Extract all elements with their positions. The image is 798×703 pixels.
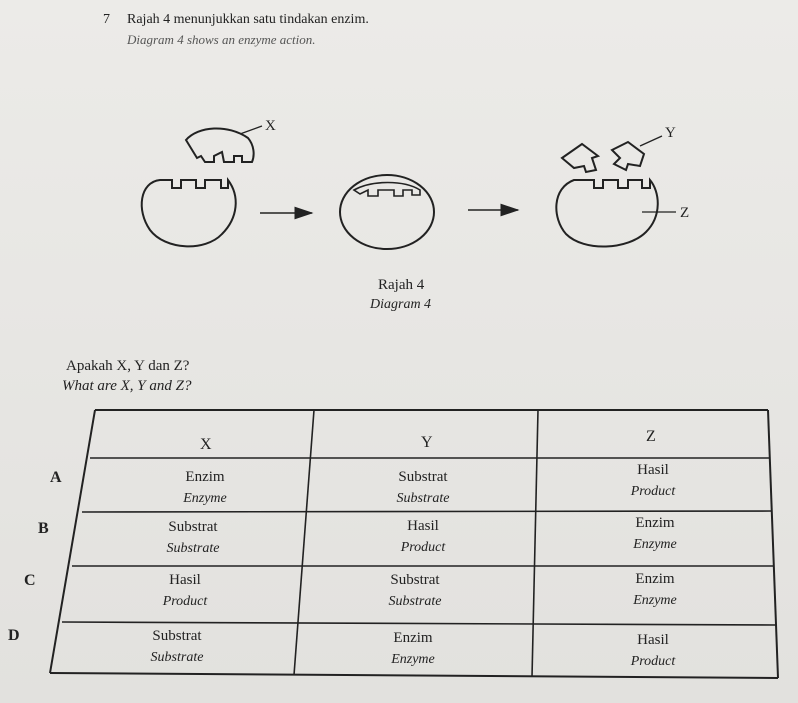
row-b-y-en: Product bbox=[400, 540, 446, 555]
question-number: 7 bbox=[103, 12, 110, 27]
row-c-x-en: Product bbox=[162, 594, 208, 609]
label-y: Y bbox=[665, 125, 676, 141]
option-letter-c[interactable]: C bbox=[24, 572, 36, 589]
row-a-z-en: Product bbox=[630, 484, 676, 499]
row-b-x-ms: Substrat bbox=[168, 519, 218, 535]
row-d-y bbox=[358, 628, 468, 670]
row-b-y-ms: Hasil bbox=[407, 518, 439, 534]
row-c-z bbox=[600, 569, 710, 611]
prompt-english: What are X, Y and Z? bbox=[62, 378, 192, 394]
row-a-x-ms: Enzim bbox=[185, 469, 225, 485]
row-d-y-en: Enzyme bbox=[391, 652, 435, 667]
row-a-y-en: Substrate bbox=[396, 491, 450, 506]
row-a-y-ms: Substrat bbox=[398, 469, 448, 485]
row-b-y bbox=[368, 516, 478, 558]
header-z: Z bbox=[646, 428, 656, 445]
row-b-x-en: Substrate bbox=[166, 541, 220, 556]
row-d-z bbox=[598, 630, 708, 672]
diagram-caption-malay: Rajah 4 bbox=[378, 277, 425, 293]
row-d-x bbox=[122, 626, 232, 668]
row-d-z-ms: Hasil bbox=[637, 632, 669, 648]
row-a-z bbox=[598, 460, 708, 502]
row-c-x bbox=[130, 570, 240, 612]
header-x: X bbox=[200, 436, 212, 453]
label-z: Z bbox=[680, 205, 690, 221]
row-c-y-en: Substrate bbox=[388, 594, 442, 609]
row-a-z-ms: Hasil bbox=[637, 462, 669, 478]
diagram-caption-english: Diagram 4 bbox=[370, 297, 432, 312]
option-letter-a[interactable]: A bbox=[50, 469, 62, 486]
label-x: X bbox=[265, 118, 276, 134]
option-letter-b[interactable]: B bbox=[38, 520, 49, 537]
row-b-z bbox=[600, 513, 710, 555]
row-c-y bbox=[360, 570, 470, 612]
row-b-x bbox=[138, 517, 248, 559]
row-d-z-en: Product bbox=[630, 654, 676, 669]
row-d-x-en: Substrate bbox=[150, 650, 204, 665]
row-c-z-ms: Enzim bbox=[635, 571, 675, 587]
row-a-x bbox=[150, 467, 260, 509]
row-b-z-en: Enzyme bbox=[633, 537, 677, 552]
row-a-x-en: Enzyme bbox=[183, 491, 227, 506]
prompt-malay: Apakah X, Y dan Z? bbox=[66, 358, 190, 374]
row-c-y-ms: Substrat bbox=[390, 572, 440, 588]
option-letter-d[interactable]: D bbox=[8, 627, 20, 644]
question-text-english: Diagram 4 shows an enzyme action. bbox=[127, 32, 316, 47]
header-y: Y bbox=[421, 434, 433, 451]
row-d-y-ms: Enzim bbox=[393, 630, 433, 646]
row-c-x-ms: Hasil bbox=[169, 572, 201, 588]
row-a-y bbox=[368, 467, 478, 509]
row-d-x-ms: Substrat bbox=[152, 628, 202, 644]
row-c-z-en: Enzyme bbox=[633, 593, 677, 608]
row-b-z-ms: Enzim bbox=[635, 515, 675, 531]
question-text-malay: Rajah 4 menunjukkan satu tindakan enzim. bbox=[127, 12, 369, 27]
